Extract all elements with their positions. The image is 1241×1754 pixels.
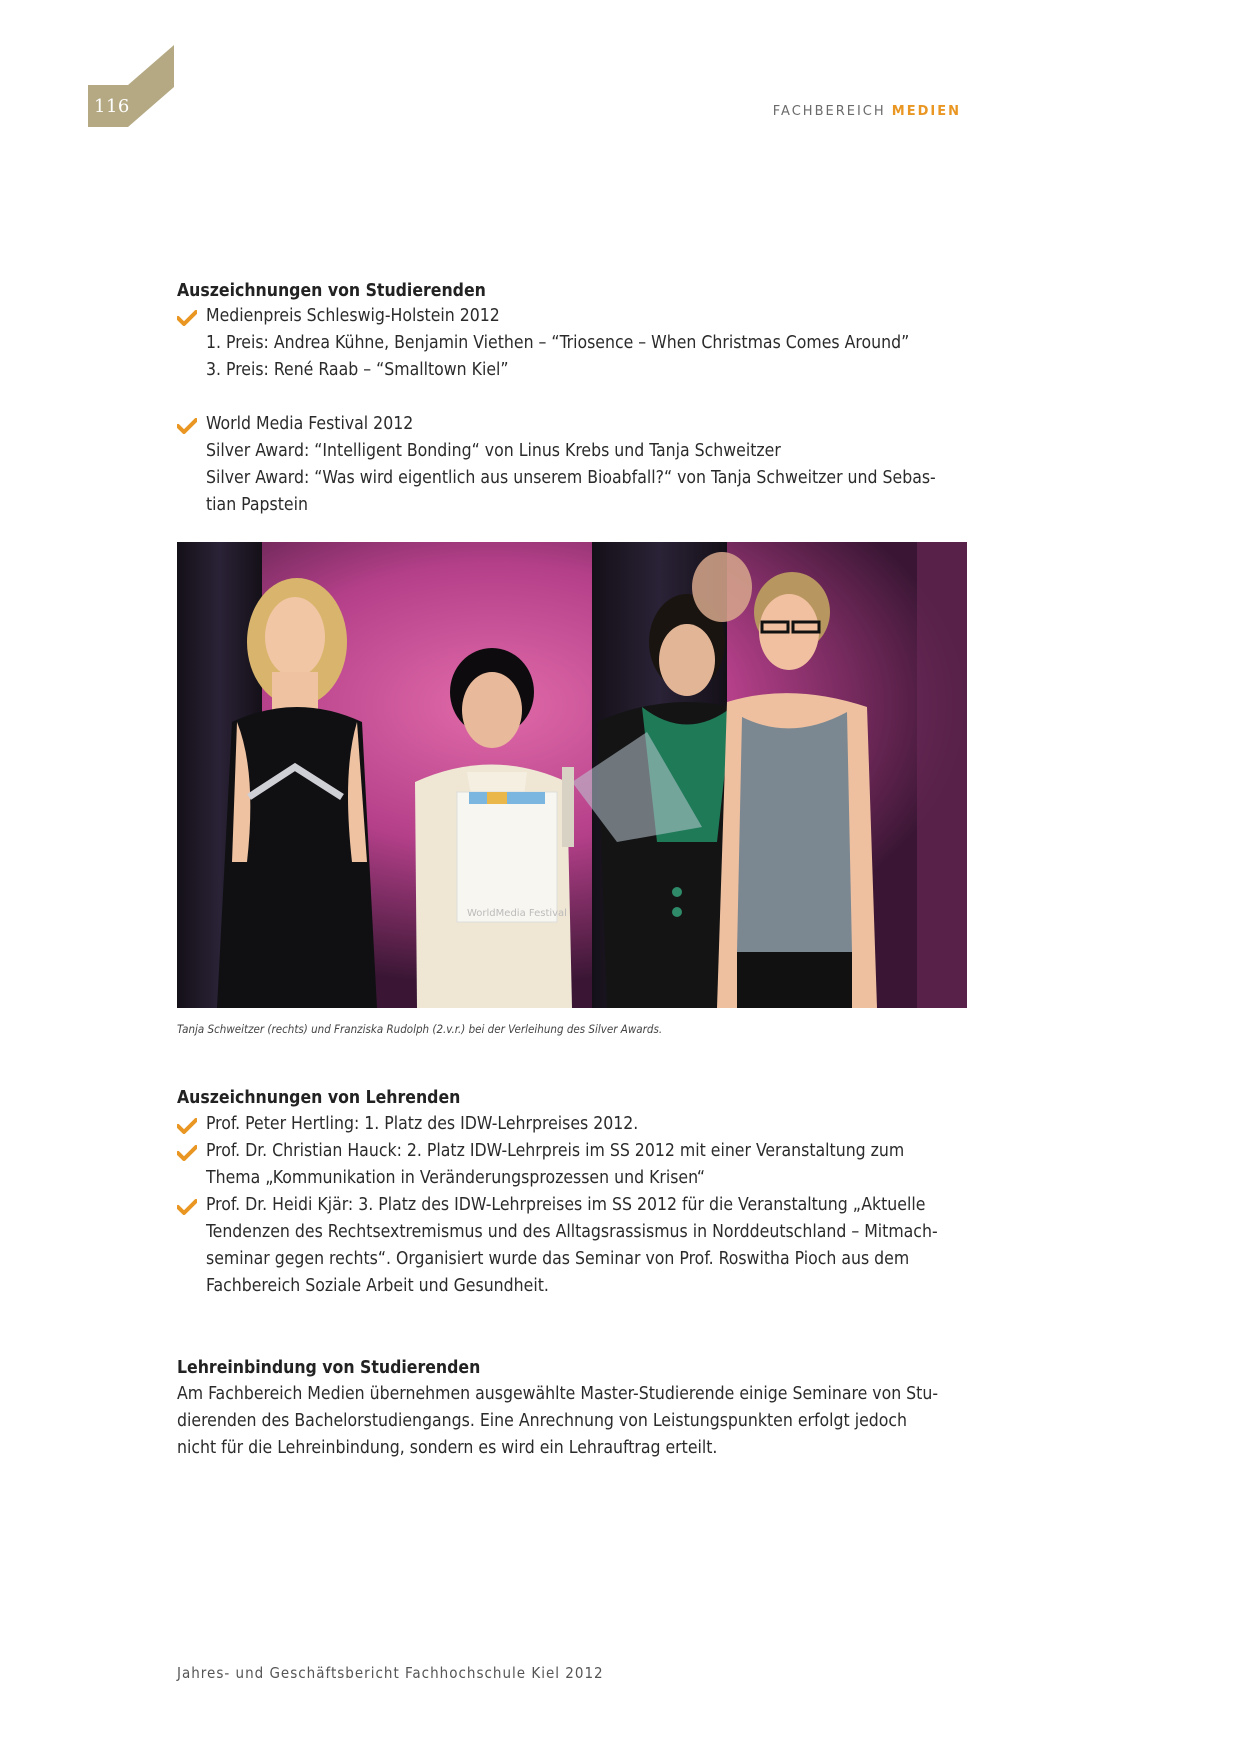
page-footer: Jahres- und Geschäftsbericht Fachhochschule Kiel 2012 <box>177 1664 604 1682</box>
teaching-line3: nicht für die Lehreinbindung, sondern es wird ein Lehrauftrag erteilt. <box>177 1438 718 1458</box>
check-bullet-icon <box>177 310 197 326</box>
students-awards-title: Auszeichnungen von Studierenden <box>177 281 486 301</box>
teacher-award-1: Prof. Peter Hertling: 1. Platz des IDW-Lehrpreises 2012. <box>206 1114 639 1134</box>
page-number: 116 <box>94 96 130 117</box>
award1-line1: 1. Preis: Andrea Kühne, Benjamin Viethen – “Triosence – When Christmas Comes Around” <box>206 333 910 353</box>
check-bullet-icon <box>177 1199 197 1215</box>
teaching-line2: dierenden des Bachelorstudiengangs. Eine Anrechnung von Leistungspunkten erfolgt jedoch <box>177 1411 908 1431</box>
teacher-award-3-line2: Tendenzen des Rechtsextremismus und des Alltagsrassismus in Norddeutschland – Mitmach- <box>206 1222 938 1242</box>
teacher-award-3-line1: Prof. Dr. Heidi Kjär: 3. Platz des IDW-Lehrpreises im SS 2012 für die Veranstaltung „Aktuelle <box>206 1195 926 1215</box>
check-bullet-icon <box>177 1145 197 1161</box>
teachers-awards-title: Auszeichnungen von Lehrenden <box>177 1088 461 1108</box>
award1-line2: 3. Preis: René Raab – “Smalltown Kiel” <box>206 360 509 380</box>
section-accent: MEDIEN <box>891 104 961 119</box>
section-header <box>773 104 961 119</box>
award2-name: World Media Festival 2012 <box>206 414 414 434</box>
award-ceremony-photo <box>177 542 967 1008</box>
teaching-involvement-title: Lehreinbindung von Studierenden <box>177 1358 481 1378</box>
teacher-award-2-line1: Prof. Dr. Christian Hauck: 2. Platz IDW-Lehrpreis im SS 2012 mit einer Veranstaltung zum <box>206 1141 905 1161</box>
award2-line3: tian Papstein <box>206 495 308 515</box>
photo-caption: Tanja Schweitzer (rechts) und Franziska Rudolph (2.v.r.) bei der Verleihung des Silver Awards. <box>177 1022 663 1036</box>
award2-line2: Silver Award: “Was wird eigentlich aus unserem Bioabfall?“ von Tanja Schweitzer und Sebas- <box>206 468 936 488</box>
award2-line1: Silver Award: “Intelligent Bonding“ von Linus Krebs und Tanja Schweitzer <box>206 441 781 461</box>
teacher-award-3-line3: seminar gegen rechts“. Organisiert wurde das Seminar von Prof. Roswitha Pioch aus dem <box>206 1249 910 1269</box>
teacher-award-2-line2: Thema „Kommunikation in Veränderungsprozessen und Krisen“ <box>206 1168 705 1188</box>
section-prefix: FACHBEREICH <box>772 104 886 119</box>
teaching-line1: Am Fachbereich Medien übernehmen ausgewählte Master-Studierende einige Seminare von Stu- <box>177 1384 939 1404</box>
check-bullet-icon <box>177 1118 197 1134</box>
award1-name: Medienpreis Schleswig-Holstein 2012 <box>206 306 500 326</box>
teacher-award-3-line4: Fachbereich Soziale Arbeit und Gesundheit. <box>206 1276 549 1296</box>
trophy-label: WorldMedia Festival <box>467 908 567 919</box>
check-bullet-icon <box>177 418 197 434</box>
